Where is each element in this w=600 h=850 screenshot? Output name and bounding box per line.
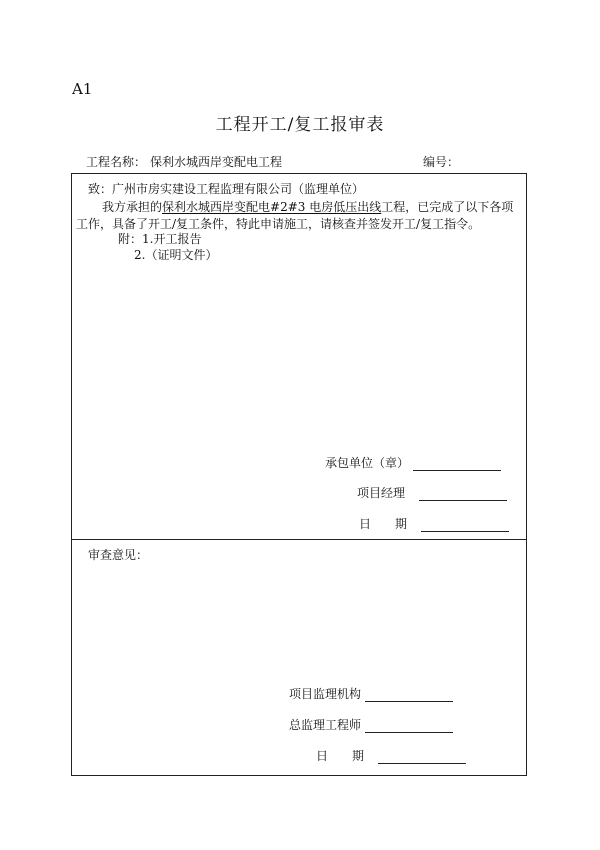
agency-signature-line (365, 689, 453, 702)
engineer-signature-row (289, 716, 453, 733)
contractor-label: 承包单位（章） (325, 456, 410, 470)
statement-line-1 (102, 198, 513, 215)
manager-signature-line (419, 488, 507, 501)
application-date-line (421, 519, 509, 532)
statement-suffix: 工程，已完成了以下各项 (381, 200, 514, 214)
project-name-label: 工程名称： (86, 155, 147, 169)
engineer-label: 总监理工程师 (289, 718, 362, 732)
review-date-row (316, 747, 466, 764)
statement-prefix: 我方承担的 (102, 200, 163, 214)
application-date-label: 日 期 (359, 517, 408, 531)
page-title: 工程开工/复工报审表 (215, 115, 385, 135)
form-code: A1 (72, 80, 93, 98)
manager-signature-row (357, 484, 507, 501)
contractor-signature-row (325, 454, 501, 471)
review-opinion-label: 审查意见： (88, 548, 149, 562)
manager-label: 项目经理 (357, 486, 406, 500)
section-divider (72, 539, 526, 540)
review-date-label: 日 期 (316, 749, 365, 763)
attachment-2: 2.（证明文件） (134, 248, 218, 262)
statement-line-2: 工作，具备了开工/复工条件，特此申请施工，请核查并签发开工/复工指令。 (76, 217, 481, 231)
form-table (71, 173, 527, 776)
serial-number-label: 编号： (423, 155, 460, 169)
addressee: 致：广州市房实建设工程监理有限公司（监理单位） (88, 182, 365, 196)
review-date-line (378, 751, 466, 764)
application-date-row (359, 515, 509, 532)
statement-project: 保利水城西岸变配电#2#3 电房低压出线 (162, 200, 382, 214)
attachment-1: 附：1.开工报告 (118, 232, 202, 246)
project-name-value: 保利水城西岸变配电工程 (150, 155, 283, 169)
agency-label: 项目监理机构 (289, 687, 362, 701)
agency-signature-row (289, 685, 453, 702)
contractor-signature-line (413, 458, 501, 471)
engineer-signature-line (365, 720, 453, 733)
